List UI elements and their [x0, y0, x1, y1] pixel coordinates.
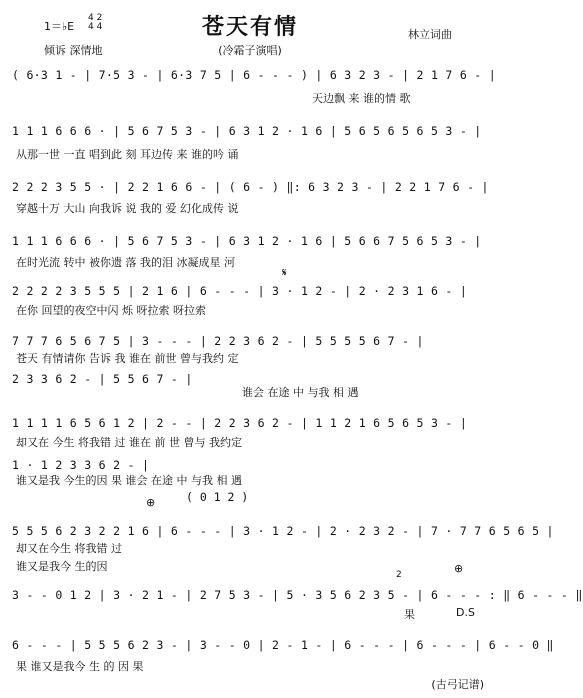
notes-row-3: 2 2 2 3 5 5 · | 2 2 1 6 6 - | ( 6 - ) ‖: 6 3 2 3 - | 2 2 1 7 6 - | — [12, 180, 489, 194]
notes-row-7b: 1 · 1 2 3 3 6 2 - | — [12, 458, 150, 472]
coda-pickup: ( 0 1 2 ) — [186, 490, 249, 504]
lyric-row-5: 在你 回望的夜空中闪 烁 呀拉索 呀拉索 — [16, 304, 206, 317]
notes-row-4: 1 1 1 6 6 6 · | 5 6 7 5 3 - | 6 3 1 2 · 1 6 | 5 6 6 7 5 6 5 3 - | — [12, 234, 482, 248]
notes-row-8: 5 5 5 6 2 3 2 2 1 6 | 6 - - - | 3 · 1 2 - | 2 · 2 3 2 - | 7 · 7 7 6 5 6 5 | — [12, 524, 554, 538]
coda-mark-2: ⊕ — [454, 562, 464, 575]
score-row-8 — [0, 518, 554, 578]
key-signature: 1＝♭E — [44, 20, 75, 33]
singer-subtitle: (冷霜子演唱) — [218, 44, 282, 57]
notes-row-9: 3 - - 0 1 2 | 3 · 2 1 - | 2 7 5 3 - | 5 · 3 5 6 2 3 5 - | 6 - - - : ‖ 6 - - - ‖ — [12, 588, 583, 602]
notes-row-7: 1 1 1 1 6 5 6 1 2 | 2 - - | 2 2 3 6 2 - | 1 1 2 1 6 5 6 5 3 - | — [12, 416, 468, 430]
score-row-7b — [0, 452, 500, 488]
lyric-row-9: 果 — [404, 608, 415, 621]
volta-number: 2 — [396, 570, 402, 580]
lyric-row-7b: 谁又是我 今生的因 果 谁会 在途 中 与我 相 遇 — [16, 474, 242, 487]
dal-segno: D.S — [456, 606, 475, 619]
lyric-row-4: 在时光流 转中 被你遗 落 我的泪 冰凝成星 河 — [16, 256, 235, 269]
coda-mark-1: ⊕ — [146, 496, 156, 509]
lyric-row-6b: 谁会 在途 中 与我 相 遇 — [242, 386, 359, 399]
score-row-6b — [0, 366, 500, 400]
notes-row-1: ( 6·3 1 - | 7·5 3 - | 6·3 7 5 | 6 - - - ) | 6 3 2 3 - | 2 1 7 6 - | — [12, 68, 496, 82]
time-signature: 4 2 4 4 — [88, 13, 103, 32]
notes-row-2: 1 1 1 6 6 6 · | 5 6 7 5 3 - | 6 3 1 2 · 1 6 | 5 6 5 6 5 6 5 3 - | — [12, 124, 482, 138]
lyric-row-8: 却又在今生 将我错 过 — [16, 542, 122, 555]
notes-row-6: 7 7 7 6 5 6 7 5 | 3 - - - | 2 2 3 6 2 - | 5 5 5 5 6 7 - | — [12, 334, 424, 348]
lyric-row-6: 苍天 有情请你 告诉 我 谁在 前世 曾与我约 定 — [16, 352, 239, 365]
notes-row-6b: 2 3 3 6 2 - | 5 5 6 7 - | — [12, 372, 193, 386]
lyric-row-8b: 谁又是我今 生的因 — [16, 560, 108, 573]
lyric-row-10: 果 谁又是我今 生 的 因 果 — [16, 660, 144, 673]
score-row-3 — [0, 174, 500, 234]
notes-row-5: 2 2 2 2 3 5 5 5 | 2 1 6 | 6 - - - | 3 · 1 2 - | 2 · 2 3 1 6 - | — [12, 284, 468, 298]
score-row-2 — [0, 118, 500, 178]
notes-row-10: 6 - - - | 5 5 5 6 2 3 - | 3 - - 0 | 2 - 1 - | 6 - - - | 6 - - - | 6 - - 0 ‖ — [12, 638, 554, 652]
score-row-10 — [0, 632, 554, 692]
author-credit: 林立词曲 — [408, 28, 452, 41]
performance-style: 倾诉 深情地 — [44, 44, 103, 57]
lyric-row-3: 穿越十万 大山 向我诉 说 我的 爱 幻化成传 说 — [16, 202, 239, 215]
lyric-row-7: 却又在 今生 将我错 过 谁在 前 世 曾与 我约定 — [16, 436, 242, 449]
segno-mark: 𝄋 — [282, 266, 287, 279]
notation-credit: (古弓记谱) — [431, 678, 484, 691]
lyric-row-1: 天边飘 来 谁的情 歌 — [312, 92, 411, 105]
song-title: 苍天有情 — [201, 15, 298, 40]
score-row-1 — [0, 62, 500, 122]
lyric-row-2: 从那一世 一直 唱到此 刻 耳边传 来 谁的吟 诵 — [16, 148, 239, 161]
